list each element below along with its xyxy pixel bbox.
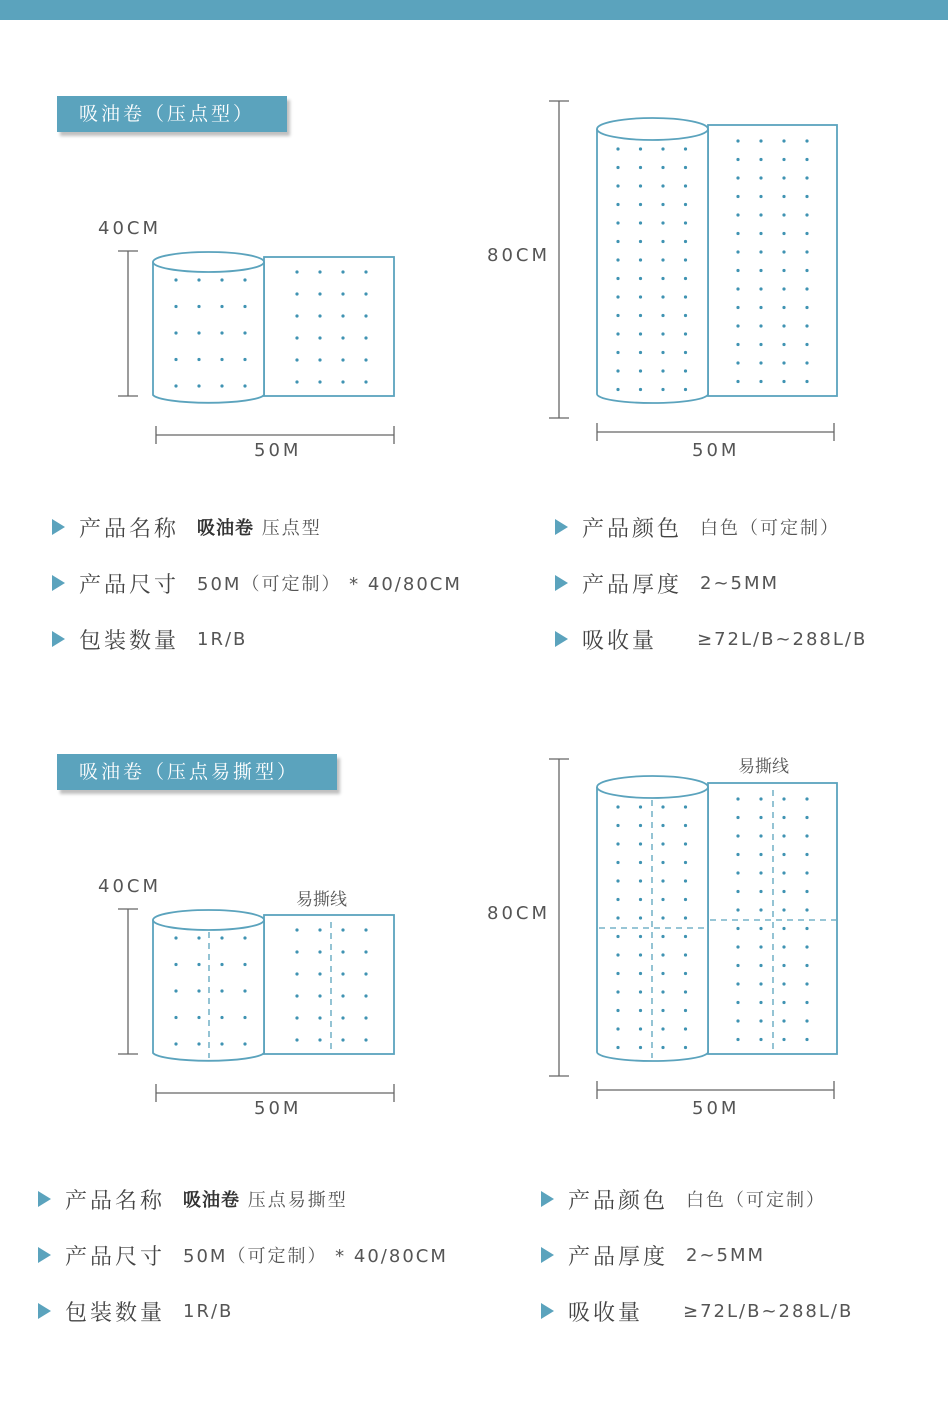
spec-value: 压点型 [254,518,322,539]
spec-value: 压点易撕型 [240,1190,348,1211]
spec-value-bold: 吸油卷 [183,1190,241,1211]
spec-label: 吸收量 [568,1300,644,1326]
spec-value-bold: 吸油卷 [197,518,255,539]
spec-row-name [38,1184,348,1214]
bullet-icon [541,1303,554,1319]
spec-label: 产品厚度 [568,1244,669,1270]
spec-label: 产品尺寸 [65,1244,166,1270]
spec-value: 1R/B [183,1300,234,1322]
spec-value: 1R/B [197,628,248,650]
spec-label: 产品尺寸 [79,572,180,598]
spec-label: 包装数量 [65,1300,166,1326]
spec-row-size [38,1240,448,1270]
spec-label: 吸收量 [582,628,658,654]
spec-value: ≥72L/B~288L/B [697,628,868,650]
spec-value: 白色（可定制） [686,1190,827,1211]
bullet-icon [38,1303,51,1319]
large-roll-height: 80CM [487,245,551,266]
spec-label: 产品名称 [79,516,180,542]
spec-label: 产品厚度 [582,572,683,598]
section-title: 吸油卷（压点易撕型） [57,754,337,790]
spec-value: 2~5MM [700,572,780,594]
spec-label: 包装数量 [79,628,180,654]
large-roll-height: 80CM [487,903,551,924]
tear-line-label: 易撕线 [296,890,347,910]
section-title: 吸油卷（压点型） [57,96,287,132]
spec-value: 50M（可定制） * 40/80CM [183,1246,448,1267]
spec-value: 白色（可定制） [700,518,841,539]
tear-line-label: 易撕线 [738,757,789,777]
spec-value: 50M（可定制） * 40/80CM [197,574,462,595]
bullet-icon [38,1247,51,1263]
small-roll-height: 40CM [98,876,162,897]
bullet-icon [541,1191,554,1207]
spec-row-color [541,1184,826,1214]
bullet-icon [38,1191,51,1207]
small-roll-height: 40CM [98,218,162,239]
spec-label: 产品颜色 [568,1188,669,1214]
large-roll-length: 50M [692,440,740,461]
large-roll-length: 50M [692,1098,740,1119]
spec-row-thickness [541,1240,765,1270]
spec-value: ≥72L/B~288L/B [683,1300,854,1322]
spec-row-absorption [541,1296,853,1326]
bullet-icon [541,1247,554,1263]
spec-label: 产品颜色 [582,516,683,542]
spec-label: 产品名称 [65,1188,166,1214]
spec-row-quantity [38,1296,233,1326]
small-roll-length: 50M [254,440,302,461]
small-roll-length: 50M [254,1098,302,1119]
spec-value: 2~5MM [686,1244,766,1266]
